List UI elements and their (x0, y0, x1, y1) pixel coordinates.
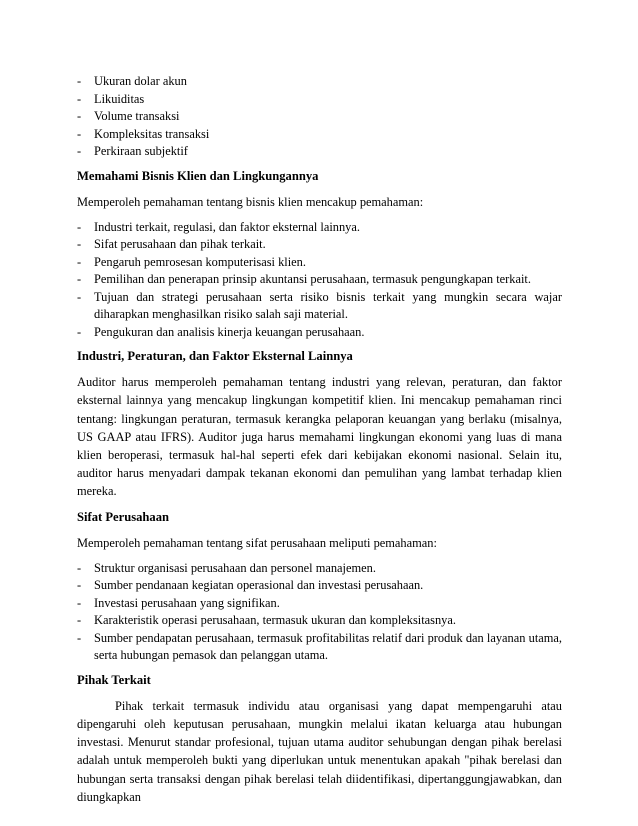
section-intro-business: Memperoleh pemahaman tentang bisnis klien mencakup pemahaman: (77, 194, 424, 209)
list-item: - Karakteristik operasi perusahaan, termasuk ukuran dan kompleksitasnya. (77, 612, 562, 630)
section-body-industry: Auditor harus memperoleh pemahaman tentang industri yang relevan, peraturan, dan faktor eksternal lainnya yang mencakup lingkungan kompetitif klien. Ini mencakup pemahaman rinci tentang: lingkungan peraturan, termasuk kerangka pelaporan keuangan yang berlaku (misalnya, US GAAP atau IFRS). Auditor juga harus memahami lingkungan ekonomi yang luas di mana klien beroperasi, termasuk hal-hal seperti efek dari kebijakan ekonomi nasional. Selain itu, auditor harus menyadari dampak tekanan ekonomi dan pemulihan yang lambat terhadap klien mereka. (77, 375, 562, 499)
list-item: - Pemilihan dan penerapan prinsip akuntansi perusahaan, termasuk pengungkapan terkait. (77, 271, 562, 289)
list-item: - Investasi perusahaan yang signifikan. (77, 595, 562, 613)
list-item: - Perkiraan subjektif (77, 143, 562, 161)
list-item: - Tujuan dan strategi perusahaan serta risiko bisnis terkait yang mungkin secara wajar diharapkan menghasilkan risiko salah saji material. (77, 289, 562, 322)
bullet-dash: - (77, 144, 82, 158)
top-bullet-list (77, 73, 562, 161)
bullet-dash: - (77, 272, 82, 287)
page-content (77, 73, 562, 806)
section-heading-related-parties: Pihak Terkait (77, 672, 151, 687)
section-heading-business: Memahami Bisnis Klien dan Lingkungannya (77, 168, 319, 183)
bullet-dash: - (77, 219, 82, 234)
section-intro-company-nature: Memperoleh pemahaman tentang sifat perusahaan meliputi pemahaman: (77, 535, 437, 550)
business-bullet-list (77, 219, 562, 342)
list-item: - Pengukuran dan analisis kinerja keuangan perusahaan. (77, 324, 562, 342)
list-item: - Pengaruh pemrosesan komputerisasi klien. (77, 254, 562, 272)
bullet-dash: - (77, 595, 82, 610)
list-item: - Volume transaksi (77, 108, 562, 126)
company-nature-bullet-list (77, 560, 562, 665)
list-item: - Struktur organisasi perusahaan dan personel manajemen. (77, 560, 562, 578)
list-item: - Sumber pendanaan kegiatan operasional dan investasi perusahaan. (77, 577, 562, 595)
list-item: - Sumber pendapatan perusahaan, termasuk profitabilitas relatif dari produk dan layanan utama, serta hubungan pemasok dan pelanggan utama. (77, 630, 562, 663)
bullet-dash: - (77, 289, 82, 304)
list-item: - Ukuran dolar akun (77, 73, 562, 91)
bullet-dash: - (77, 560, 82, 575)
bullet-dash: - (77, 578, 82, 593)
list-item: - Likuiditas (77, 91, 562, 109)
list-item: - Kompleksitas transaksi (77, 126, 562, 144)
bullet-dash: - (77, 613, 82, 628)
section-heading-industry: Industri, Peraturan, dan Faktor Eksternal Lainnya (77, 349, 353, 364)
bullet-dash: - (77, 237, 82, 252)
bullet-dash: - (77, 109, 82, 123)
bullet-dash: - (77, 126, 82, 141)
list-item: - Sifat perusahaan dan pihak terkait. (77, 236, 562, 254)
bullet-dash: - (77, 74, 82, 88)
bullet-dash: - (77, 324, 82, 339)
section-heading-company-nature: Sifat Perusahaan (77, 509, 170, 524)
list-item: - Industri terkait, regulasi, dan faktor eksternal lainnya. (77, 219, 562, 237)
section-body-related-parties: Pihak terkait termasuk individu atau organisasi yang dapat mempengaruhi atau dipengaruhi oleh keputusan perusahaan, mungkin melalui ikatan keluarga atau hubungan investasi. Menurut standar profesional, tujuan utama auditor sehubungan dengan pihak berelasi adalah untuk memperoleh bukti yang diperlukan untuk menentukan apakah "pihak berelasi dan hubungan serta transaksi dengan pihak berelasi telah diidentifikasi, dipertanggungjawabkan, dan diungkapkan (77, 698, 562, 804)
bullet-dash: - (77, 630, 82, 645)
bullet-dash: - (77, 254, 82, 269)
bullet-dash: - (77, 91, 82, 106)
